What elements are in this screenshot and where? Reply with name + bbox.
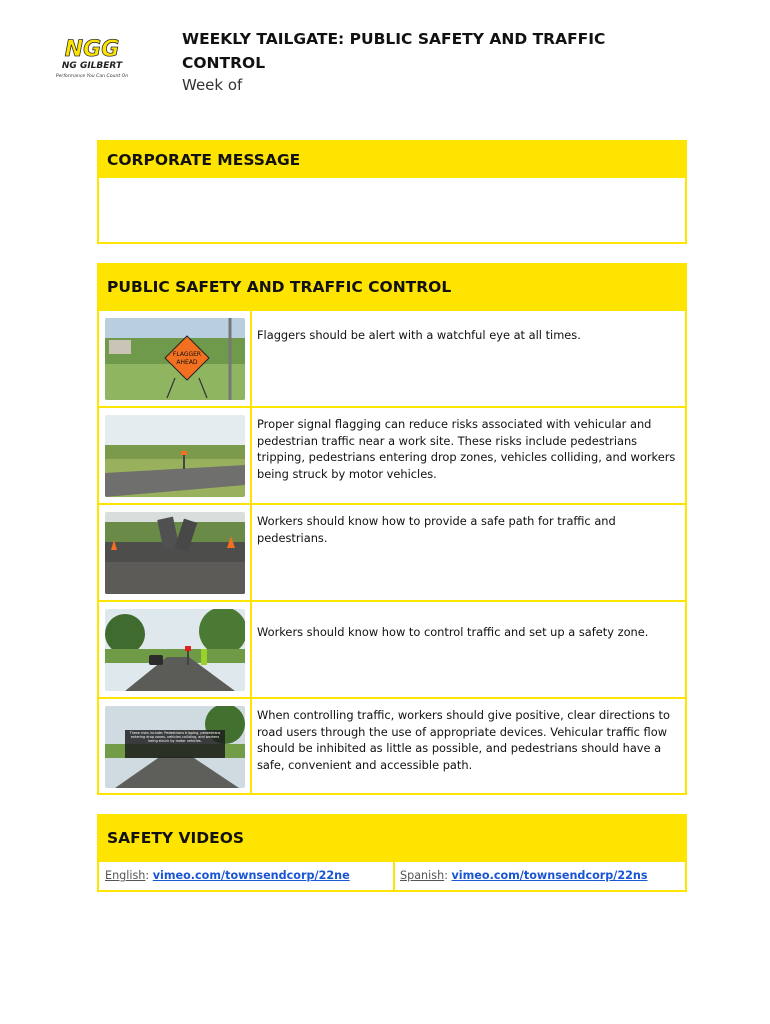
video-links-row: English: vimeo.com/townsendcorp/22ne Spanish: vimeo.com/townsendcorp/22ns: [99, 860, 685, 890]
safety-videos-heading: SAFETY VIDEOS: [99, 816, 685, 860]
corporate-message-body: [99, 178, 685, 194]
sign-text-2: AHEAD: [176, 359, 198, 366]
safety-row-text: When controlling traffic, workers should give positive, clear directions to road users through the use of appropriate devices. Vehicular traffic flow should be inhibited as little as possible, and pedestrians should have a safe, convenient and accessible path.: [257, 708, 670, 772]
corporate-message-heading: CORPORATE MESSAGE: [99, 142, 685, 178]
week-of-label: Week of: [182, 76, 243, 94]
road-caption-photo: [105, 706, 245, 788]
road-worksite-photo: [105, 415, 245, 497]
row-divider: [250, 602, 252, 697]
logo-tagline: Performance You Can Count On: [55, 74, 129, 79]
video-cell-divider: [393, 862, 395, 890]
row-divider: [250, 699, 252, 794]
logo-company: NG GILBERT: [61, 61, 123, 71]
page-title: WEEKLY TAILGATE: PUBLIC SAFETY AND TRAFFIC CONTROL: [182, 30, 606, 72]
safety-row-text: Workers should know how to provide a safe path for traffic and pedestrians.: [257, 514, 616, 545]
flagger-sign-photo: [105, 318, 245, 400]
traffic-control-photo: [105, 609, 245, 691]
safety-row: [99, 503, 685, 600]
spanish-label: Spanish: [400, 869, 445, 882]
safety-row: [99, 309, 685, 406]
safety-videos-section: [97, 814, 687, 892]
corporate-message-section: [97, 140, 687, 244]
safety-row-text: Workers should know how to control traffic and set up a safety zone.: [257, 625, 649, 639]
public-safety-heading: PUBLIC SAFETY AND TRAFFIC CONTROL: [99, 265, 685, 309]
row-divider: [250, 311, 252, 406]
worker-walking-photo: [105, 512, 245, 594]
company-logo: [54, 36, 130, 86]
safety-row: [99, 697, 685, 794]
english-video-link[interactable]: vimeo.com/townsendcorp/22ne: [152, 869, 350, 882]
safety-row: [99, 406, 685, 503]
logo-mark: NGG: [64, 37, 120, 62]
spanish-video-link[interactable]: vimeo.com/townsendcorp/22ns: [451, 869, 648, 882]
sign-text-1: FLAGGER: [172, 351, 202, 358]
english-label: English: [105, 869, 146, 882]
image-caption: These risks include: Pedestrians tripping, pedestrians entering drop zones, vehicles colliding, and workers being struck by motor vehicles.: [129, 731, 221, 744]
safety-row-text: Flaggers should be alert with a watchful eye at all times.: [257, 328, 581, 342]
row-divider: [250, 408, 252, 503]
safety-row-text: Proper signal flagging can reduce risks associated with vehicular and pedestrian traffic near a work site. These risks include pedestrians tripping, pedestrians entering drop zones, vehicles colliding, and workers being struck by motor vehicles.: [257, 417, 676, 481]
safety-row: [99, 600, 685, 697]
public-safety-section: [97, 263, 687, 795]
row-divider: [250, 505, 252, 600]
